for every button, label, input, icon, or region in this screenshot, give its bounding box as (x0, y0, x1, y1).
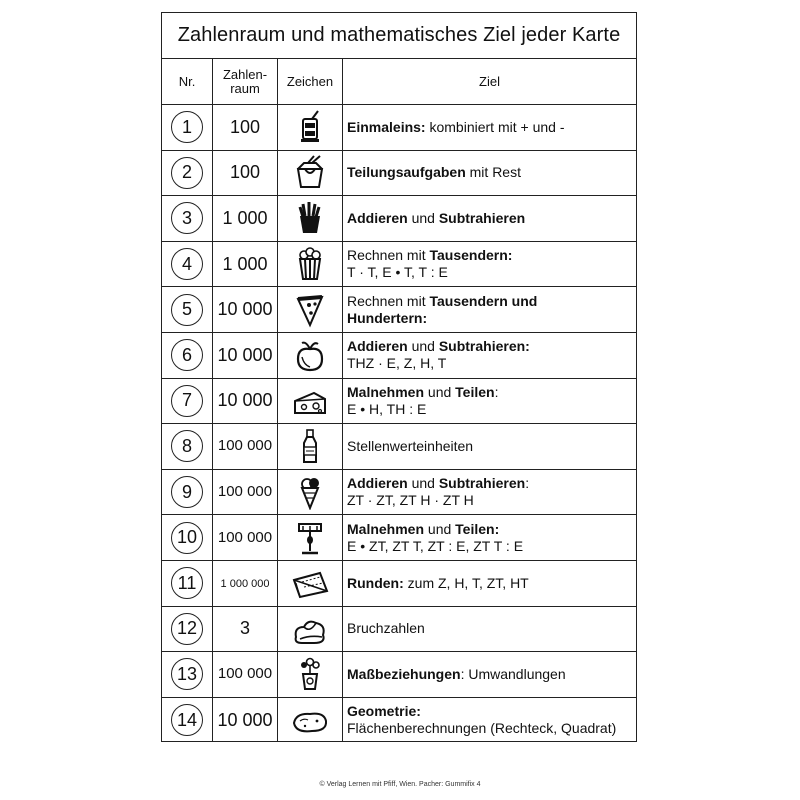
ziel-text: kombiniert mit + und - (425, 118, 565, 135)
cell-nr (162, 515, 213, 561)
ziel-line-1 (347, 703, 636, 720)
cell-ziel (343, 105, 637, 151)
cell-ziel (343, 560, 637, 606)
cell-zahlenraum (213, 697, 278, 742)
cell-zeichen (278, 332, 343, 378)
cell-nr (162, 697, 213, 742)
ziel-bold-text: Subtrahieren: (438, 338, 530, 355)
flower-vase-icon (290, 656, 330, 692)
cell-zeichen (278, 606, 343, 652)
cell-zeichen (278, 150, 343, 196)
header-nr: Nr. (162, 59, 213, 105)
cheese-icon (290, 383, 330, 419)
ziel-line-2: THZ · E, Z, H, T (347, 355, 447, 372)
ziel-bold-text: Teilen: (455, 520, 500, 537)
number-circle: 2 (171, 157, 203, 189)
cell-ziel (343, 287, 637, 333)
cell-nr (162, 105, 213, 151)
zahlenraum-value: 10 000 (217, 299, 273, 320)
ziel-text: : (494, 383, 499, 400)
table-row (162, 652, 636, 698)
overview-table (162, 59, 636, 742)
ziel-text: und (407, 338, 439, 355)
tomato-icon (290, 337, 330, 373)
number-circle: 7 (171, 385, 203, 417)
cell-nr (162, 652, 213, 698)
cell-zahlenraum (213, 241, 278, 287)
cell-zeichen (278, 105, 343, 151)
table-row (162, 424, 636, 470)
cell-zahlenraum (213, 105, 278, 151)
number-circle: 11 (171, 567, 203, 599)
ziel-bold-text: Tausendern und (429, 292, 538, 309)
ziel-line-1 (347, 164, 636, 181)
zahlenraum-value: 1 000 000 (220, 578, 270, 591)
ziel-line-1 (347, 666, 636, 683)
ziel-bold-text: Malnehmen (347, 383, 425, 400)
table-row (162, 105, 636, 151)
ziel-text: Bruchzahlen (347, 620, 425, 637)
cell-nr (162, 287, 213, 333)
number-circle: 8 (171, 430, 203, 462)
ziel-line-2: Flächenberechnungen (Rechteck, Quadrat) (347, 720, 617, 737)
ziel-line-1 (347, 438, 636, 455)
cell-zeichen (278, 469, 343, 515)
cell-zahlenraum (213, 606, 278, 652)
header-zeichen: Zeichen (278, 59, 343, 105)
cell-nr (162, 424, 213, 470)
table-row (162, 150, 636, 196)
ziel-text: mit Rest (465, 164, 521, 181)
header-zahlenraum (213, 59, 278, 105)
cell-zahlenraum (213, 378, 278, 424)
table-row (162, 241, 636, 287)
number-circle: 6 (171, 339, 203, 371)
zahlenraum-value: 3 (239, 618, 250, 639)
ziel-line-2: Hundertern: (347, 309, 428, 326)
number-circle: 1 (171, 111, 203, 143)
table-row (162, 196, 636, 242)
zahlenraum-value: 100 000 (217, 483, 273, 501)
cell-zeichen (278, 560, 343, 606)
number-circle: 14 (171, 704, 203, 736)
cell-nr (162, 150, 213, 196)
number-circle: 9 (171, 476, 203, 508)
zahlenraum-value: 100 000 (217, 665, 273, 683)
zahlenraum-value: 100 000 (217, 528, 273, 546)
pie-slice-icon (290, 565, 330, 601)
cell-nr (162, 560, 213, 606)
cell-zeichen (278, 287, 343, 333)
cell-ziel (343, 378, 637, 424)
potato-icon (290, 702, 330, 738)
cell-ziel (343, 424, 637, 470)
header-ziel: Ziel (343, 59, 637, 105)
sandwich-icon (290, 611, 330, 647)
ziel-line-2: E • H, TH : E (347, 400, 427, 417)
cocktail-glass-icon (290, 520, 330, 556)
ziel-line-1 (347, 210, 636, 227)
cell-ziel (343, 150, 637, 196)
cell-nr (162, 606, 213, 652)
ziel-text: : (525, 475, 530, 492)
cell-zahlenraum (213, 652, 278, 698)
ziel-line-1 (347, 247, 636, 264)
cell-zahlenraum (213, 332, 278, 378)
ziel-text: und (407, 475, 439, 492)
zahlenraum-value: 1 000 (222, 207, 268, 228)
number-circle: 13 (171, 658, 203, 690)
ziel-bold-text: Geometrie: (347, 703, 421, 720)
ziel-text: zum Z, H, T, ZT, HT (403, 574, 529, 591)
cell-ziel (343, 196, 637, 242)
cell-ziel (343, 241, 637, 287)
ziel-bold-text: Maßbeziehungen (347, 665, 461, 682)
cell-zeichen (278, 697, 343, 742)
card-title: Zahlenraum und mathematisches Ziel jeder Karte (162, 13, 636, 59)
ziel-text: Rechnen mit (347, 292, 430, 309)
table-row (162, 697, 636, 742)
ziel-line-1 (347, 620, 636, 637)
fries-icon (290, 200, 330, 236)
ziel-bold-text: Addieren (347, 209, 408, 226)
header-zahlenraum-line2: raum (230, 80, 260, 96)
ziel-bold-text: Subtrahieren (438, 209, 526, 226)
ziel-line-1 (347, 475, 636, 492)
zahlenraum-value: 100 000 (217, 437, 273, 455)
ziel-bold-text: Teilungsaufgaben (347, 164, 466, 181)
zahlenraum-value: 10 000 (217, 344, 273, 365)
cell-zeichen (278, 424, 343, 470)
overview-card (161, 12, 637, 742)
cell-ziel (343, 652, 637, 698)
number-circle: 4 (171, 248, 203, 280)
ziel-line-1 (347, 384, 636, 401)
zahlenraum-value: 100 (229, 116, 261, 137)
ziel-line-2: T · T, E • T, T : E (347, 264, 448, 281)
takeout-box-icon (290, 155, 330, 191)
cell-zeichen (278, 515, 343, 561)
number-circle: 5 (171, 294, 203, 326)
ziel-bold-text: Einmaleins: (347, 118, 426, 135)
ziel-bold-text: Runden: (347, 574, 404, 591)
cell-zahlenraum (213, 196, 278, 242)
ziel-line-1 (347, 521, 636, 538)
cell-ziel (343, 697, 637, 742)
cell-nr (162, 196, 213, 242)
table-row (162, 287, 636, 333)
cell-zahlenraum (213, 560, 278, 606)
table-row (162, 378, 636, 424)
ziel-text: und (424, 383, 456, 400)
cell-zeichen (278, 241, 343, 287)
ziel-bold-text: Subtrahieren (438, 475, 526, 492)
cell-nr (162, 241, 213, 287)
ziel-line-1 (347, 293, 636, 310)
table-row (162, 332, 636, 378)
popcorn-icon (290, 246, 330, 282)
ziel-line-2: ZT · ZT, ZT H · ZT H (347, 492, 474, 509)
ziel-line-2: E • ZT, ZT T, ZT : E, ZT T : E (347, 537, 524, 554)
zahlenraum-value: 10 000 (217, 390, 273, 411)
header-row (162, 59, 636, 105)
pizza-slice-icon (290, 292, 330, 328)
ziel-line-1 (347, 575, 636, 592)
number-circle: 12 (171, 613, 203, 645)
ziel-text: Rechnen mit (347, 247, 430, 264)
cell-zeichen (278, 378, 343, 424)
ziel-text: und (424, 520, 456, 537)
cell-zeichen (278, 196, 343, 242)
ziel-text: Stellenwerteinheiten (347, 437, 474, 454)
cell-ziel (343, 515, 637, 561)
ziel-line-1 (347, 338, 636, 355)
ice-cream-icon (290, 474, 330, 510)
cell-ziel (343, 606, 637, 652)
table-row (162, 606, 636, 652)
zahlenraum-value: 1 000 (222, 253, 268, 274)
cell-zahlenraum (213, 150, 278, 196)
ziel-bold-text: Teilen (455, 383, 495, 400)
ziel-bold-text: Malnehmen (347, 520, 425, 537)
ziel-line-1 (347, 119, 636, 136)
zahlenraum-value: 100 (229, 162, 261, 183)
table-row (162, 515, 636, 561)
ziel-bold-text: Addieren (347, 475, 408, 492)
drink-cup-icon (290, 109, 330, 145)
cell-zahlenraum (213, 287, 278, 333)
ziel-text: und (407, 209, 439, 226)
number-circle: 10 (171, 522, 203, 554)
cell-ziel (343, 332, 637, 378)
number-circle: 3 (171, 202, 203, 234)
ziel-bold-text: Addieren (347, 338, 408, 355)
cell-zahlenraum (213, 424, 278, 470)
cell-nr (162, 469, 213, 515)
cell-zahlenraum (213, 515, 278, 561)
cell-ziel (343, 469, 637, 515)
table-row (162, 560, 636, 606)
footer-copyright: © Verlag Lernen mit Pfiff, Wien. Pacher: Gummifix 4 (319, 781, 481, 788)
zahlenraum-value: 10 000 (217, 709, 273, 730)
cell-nr (162, 378, 213, 424)
cell-zahlenraum (213, 469, 278, 515)
header-zahlenraum-line1: Zahlen- (222, 66, 268, 82)
bottle-icon (290, 428, 330, 464)
cell-nr (162, 332, 213, 378)
cell-zeichen (278, 652, 343, 698)
table-row (162, 469, 636, 515)
ziel-text: : Umwandlungen (460, 665, 566, 682)
ziel-bold-text: Tausendern: (429, 247, 513, 264)
